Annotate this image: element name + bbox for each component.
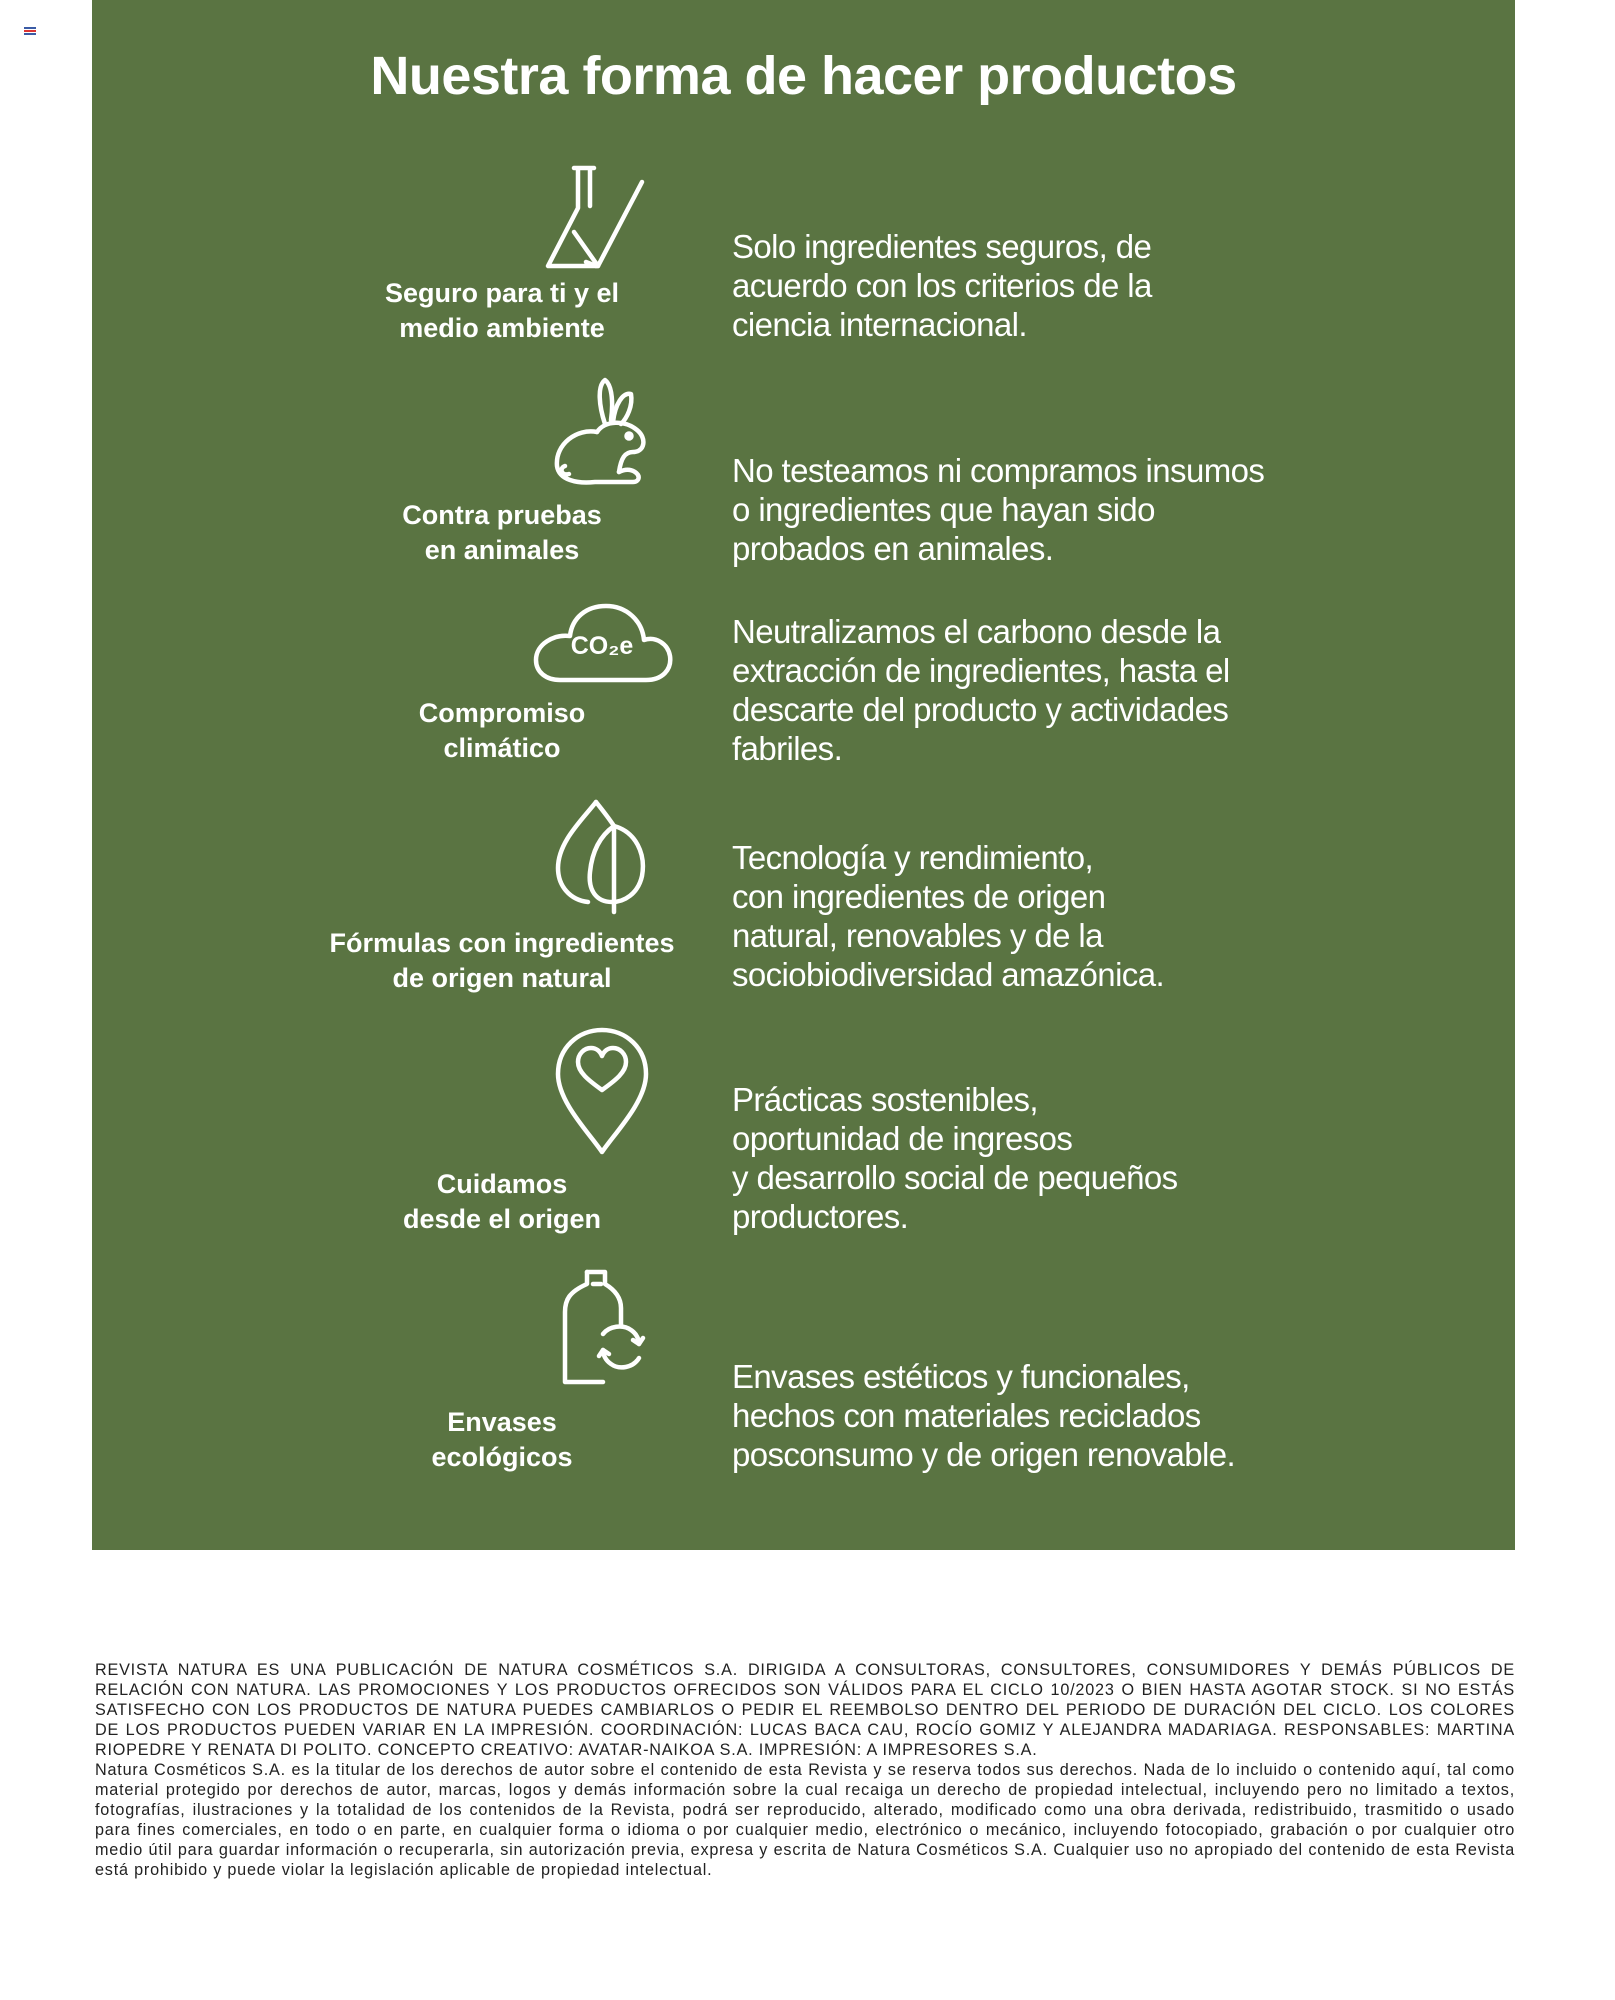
item-desc-line: o ingredientes que hayan sido (732, 491, 1155, 528)
item-desc-line: posconsumo y de origen renovable. (732, 1436, 1236, 1473)
item-desc-line: Envases estéticos y funcionales, (732, 1358, 1190, 1395)
item-label-line: de origen natural (392, 963, 612, 993)
item-desc-line: Tecnología y rendimiento, (732, 839, 1094, 876)
legal-caps-text: REVISTA NATURA ES UNA PUBLICACIÓN DE NATURA COSMÉTICOS S.A. DIRIGIDA A CONSULTORAS, CONSULTORES, CONSUMIDORES Y DEMÁS PÚBLICOS DE RELACIÓN CON NATURA. LAS PROMOCIONES Y LOS PRODUCTOS OFRECIDOS SON VÁLIDOS PARA EL CICLO 10/2023 O BIEN HASTA AGOTAR STOCK. SI NO ESTÁS SATISFECHO CON LOS PRODUCTOS DE NATURA PUEDES CAMBIARLOS O PEDIR EL REEMBOLSO DENTRO DEL PERIODO DE DURACIÓN DEL CICLO. LOS COLORES DE LOS PRODUCTOS PUEDEN VARIAR EN LA IMPRESIÓN. COORDINACIÓN: LUCAS BACA CAU, ROCÍO GOMIZ Y ALEJANDRA MADARIAGA. RESPONSABLES: MARTINA RIOPEDRE Y RENATA DI POLITO. CONCEPTO CREATIVO: AVATAR-NAIKOA S.A. IMPRESIÓN: A IMPRESORES S.A. (95, 1661, 1515, 1759)
flag-icon (24, 27, 36, 35)
item-desc-line: Prácticas sostenibles, (732, 1081, 1038, 1118)
item-desc-line: oportunidad de ingresos (732, 1120, 1073, 1157)
item-desc-line: acuerdo con los criterios de la (732, 267, 1152, 304)
item-label-line: climático (443, 733, 561, 763)
item-desc-line: sociobiodiversidad amazónica. (732, 956, 1165, 993)
values-panel (92, 0, 1515, 1550)
rabbit-icon (462, 376, 742, 488)
legal-body-text: Natura Cosméticos S.A. es la titular de los derechos de autor sobre el contenido de esta Revista y se reserva todos sus derechos. Nada de lo incluido o contenido aquí, tal como material protegido por derechos de autor, marcas, logos y demás información sobre la cual recaiga un derecho de propiedad intelectual, incluyendo pero no limitado a textos, fotografías, ilustraciones y la totalidad de los contenidos de la Revista, podrá ser reproducido, alterado, modificado como una obra derivada, redistribuido, trasmitido o usado para fines comerciales, en todo o en parte, en cualquier forma o idioma o por cualquier medio, electrónico o mecánico, incluyendo fotocopiado, grabación o por cualquier otro medio útil para guardar información o recuperarla, sin autorización previa, expresa y escrita de Natura Cosméticos S.A. Cualquier uso no apropiado del contenido de esta Revista está prohibido y puede violar la legislación aplicable de propiedad intelectual. (95, 1761, 1515, 1879)
item-desc-line: natural, renovables y de la (732, 917, 1103, 954)
item-desc-line: ciencia internacional. (732, 306, 1027, 343)
item-desc-line: No testeamos ni compramos insumos (732, 452, 1265, 489)
co2e-label: CO₂e (570, 632, 634, 660)
item-desc-line: Solo ingredientes seguros, de (732, 228, 1152, 265)
item-label-line: ecológicos (431, 1442, 573, 1472)
page-title: Nuestra forma de hacer productos (370, 46, 1237, 106)
item-desc-line: descarte del producto y actividades (732, 691, 1229, 728)
item-label-line: en animales (424, 535, 580, 565)
location-heart-icon (462, 1026, 742, 1156)
flask-check-icon (462, 162, 742, 272)
co2e-cloud-icon (462, 598, 742, 686)
item-label-line: Contra pruebas (402, 500, 602, 530)
item-desc-line: fabriles. (732, 730, 843, 767)
legal-notice (95, 1660, 1515, 1880)
item-label-line: Seguro para ti y el (384, 278, 620, 308)
item-label-line: desde el origen (402, 1204, 602, 1234)
item-desc-line: hechos con materiales reciclados (732, 1397, 1201, 1434)
item-desc-line: Neutralizamos el carbono desde la (732, 613, 1221, 650)
item-desc-line: probados en animales. (732, 530, 1054, 567)
item-label-line: Cuidamos (436, 1169, 568, 1199)
item-desc-line: extracción de ingredientes, hasta el (732, 652, 1230, 689)
item-desc-line: con ingredientes de origen (732, 878, 1106, 915)
item-label-line: Fórmulas con ingredientes (329, 928, 675, 958)
item-desc-line: y desarrollo social de pequeños (732, 1159, 1178, 1196)
bottle-recycle-icon (462, 1268, 742, 1388)
drop-leaf-icon (462, 798, 742, 916)
item-label-line: medio ambiente (399, 313, 605, 343)
item-desc-line: productores. (732, 1198, 909, 1235)
item-label-line: Compromiso (418, 698, 586, 728)
item-label-line: Envases (447, 1407, 557, 1437)
